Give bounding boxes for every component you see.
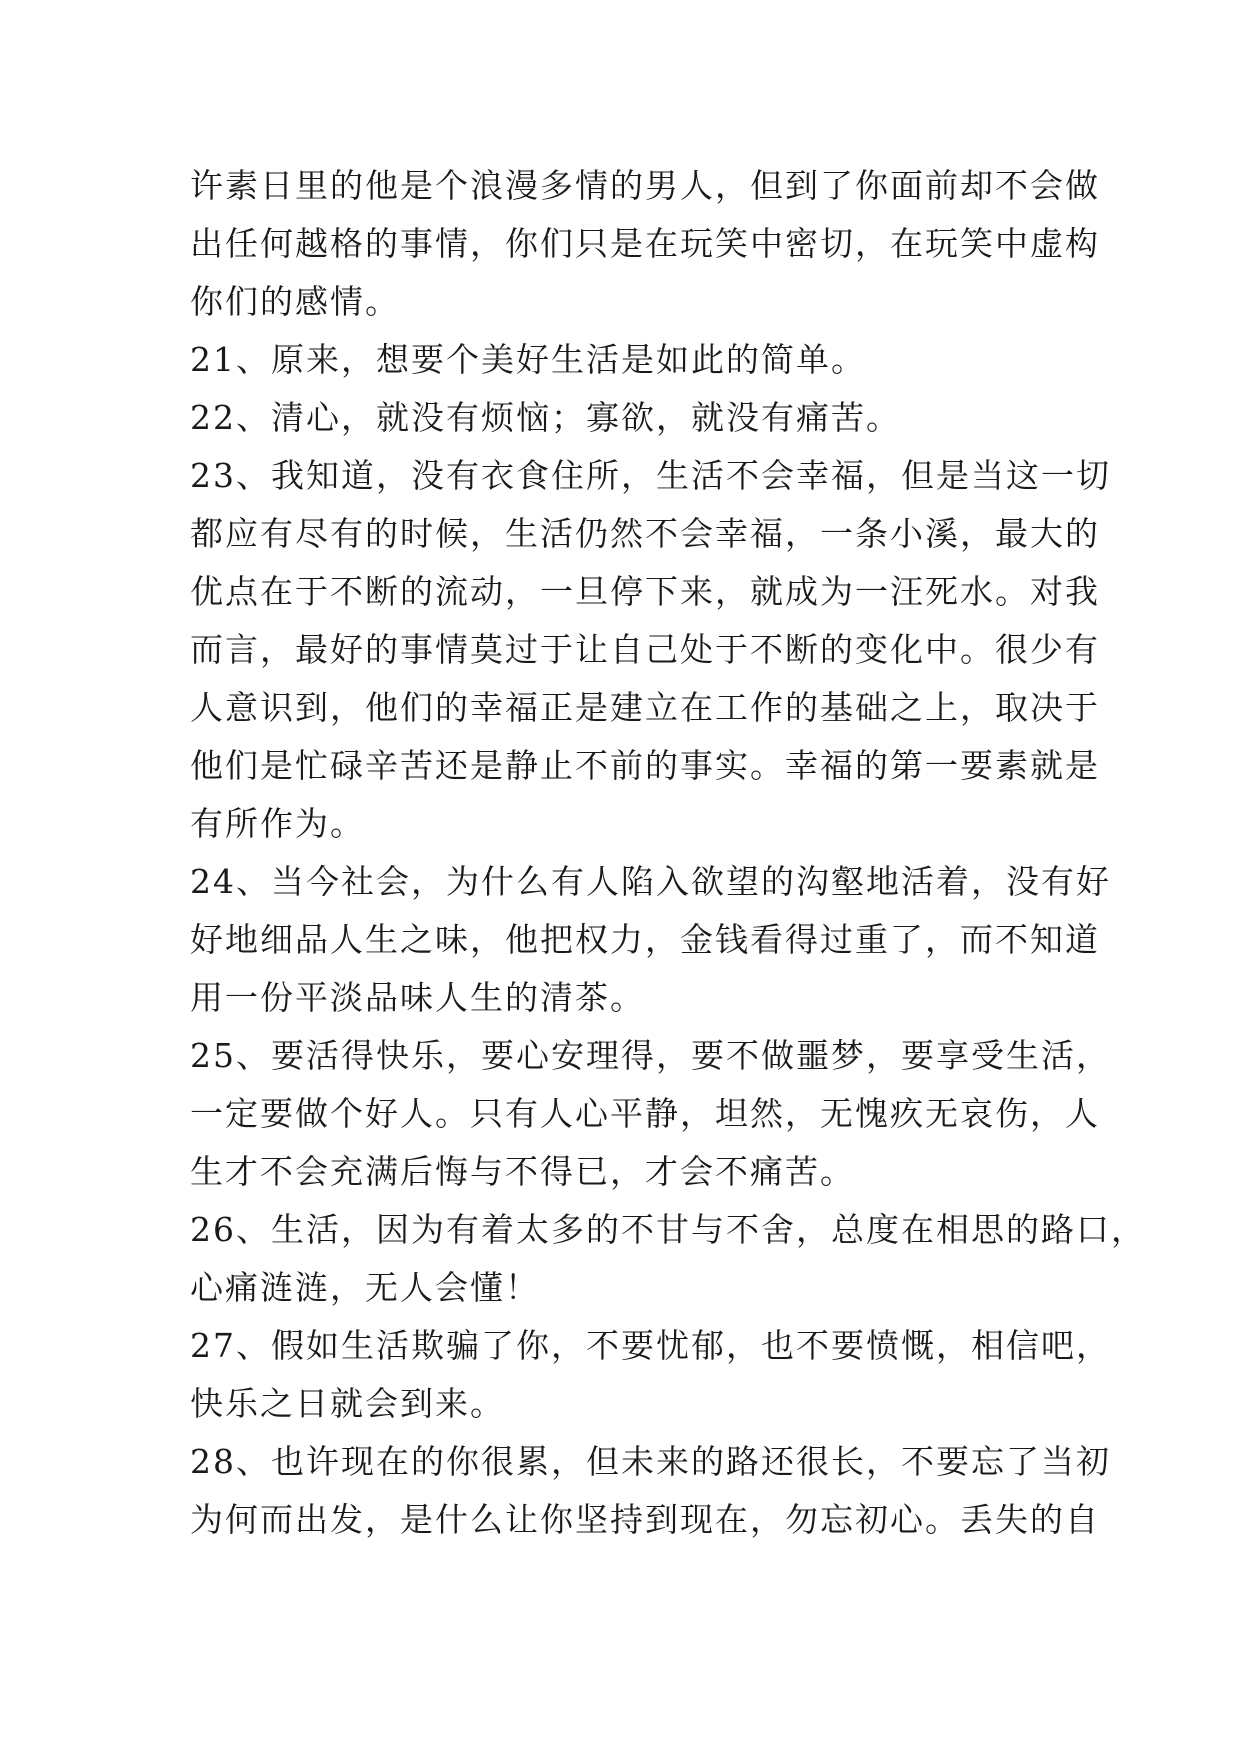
text-line: 出任何越格的事情，你们只是在玩笑中密切，在玩笑中虚构 <box>190 224 1100 263</box>
paragraph-item-25 <box>190 1027 1111 1201</box>
text-line: 生才不会充满后悔与不得已，才会不痛苦。 <box>190 1152 855 1191</box>
text-line: 21、原来，想要个美好生活是如此的简单。 <box>190 340 866 379</box>
text-line: 26、生活，因为有着太多的不甘与不舍，总度在相思的路口， <box>190 1210 1146 1249</box>
paragraph-item-22 <box>190 389 1050 447</box>
paragraph-intro-continuation <box>190 157 1100 331</box>
text-line: 有所作为。 <box>190 804 365 843</box>
text-line: 他们是忙碌辛苦还是静止不前的事实。幸福的第一要素就是 <box>190 746 1100 785</box>
text-line: 用一份平淡品味人生的清茶。 <box>190 978 645 1017</box>
text-line: 许素日里的他是个浪漫多情的男人，但到了你面前却不会做 <box>190 166 1100 205</box>
paragraph-item-26 <box>190 1201 1146 1317</box>
text-line: 27、假如生活欺骗了你，不要忧郁，也不要愤慨，相信吧， <box>190 1326 1111 1365</box>
text-line: 24、当今社会，为什么有人陷入欲望的沟壑地活着，没有好 <box>190 862 1111 901</box>
text-line: 为何而出发，是什么让你坚持到现在，勿忘初心。丢失的自 <box>190 1500 1100 1539</box>
text-line: 28、也许现在的你很累，但未来的路还很长，不要忘了当初 <box>190 1442 1111 1481</box>
paragraph-item-21 <box>190 331 1050 389</box>
paragraph-item-28 <box>190 1433 1111 1549</box>
text-line: 好地细品人生之味，他把权力，金钱看得过重了，而不知道 <box>190 920 1100 959</box>
text-line: 快乐之日就会到来。 <box>190 1384 505 1423</box>
text-line: 优点在于不断的流动，一旦停下来，就成为一汪死水。对我 <box>190 572 1100 611</box>
text-line: 心痛涟涟，无人会懂！ <box>190 1268 540 1307</box>
paragraph-item-27 <box>190 1317 1111 1433</box>
text-line: 而言，最好的事情莫过于让自己处于不断的变化中。很少有 <box>190 630 1100 669</box>
text-line: 你们的感情。 <box>190 282 400 321</box>
text-line: 都应有尽有的时候，生活仍然不会幸福，一条小溪，最大的 <box>190 514 1100 553</box>
text-line: 22、清心，就没有烦恼；寡欲，就没有痛苦。 <box>190 398 901 437</box>
paragraph-item-23 <box>190 447 1111 853</box>
document-body <box>190 157 1146 1549</box>
text-line: 人意识到，他们的幸福正是建立在工作的基础之上，取决于 <box>190 688 1100 727</box>
text-line: 23、我知道，没有衣食住所，生活不会幸福，但是当这一切 <box>190 456 1111 495</box>
text-line: 一定要做个好人。只有人心平静，坦然，无愧疚无哀伤，人 <box>190 1094 1100 1133</box>
text-line: 25、要活得快乐，要心安理得，要不做噩梦，要享受生活， <box>190 1036 1111 1075</box>
paragraph-item-24 <box>190 853 1111 1027</box>
